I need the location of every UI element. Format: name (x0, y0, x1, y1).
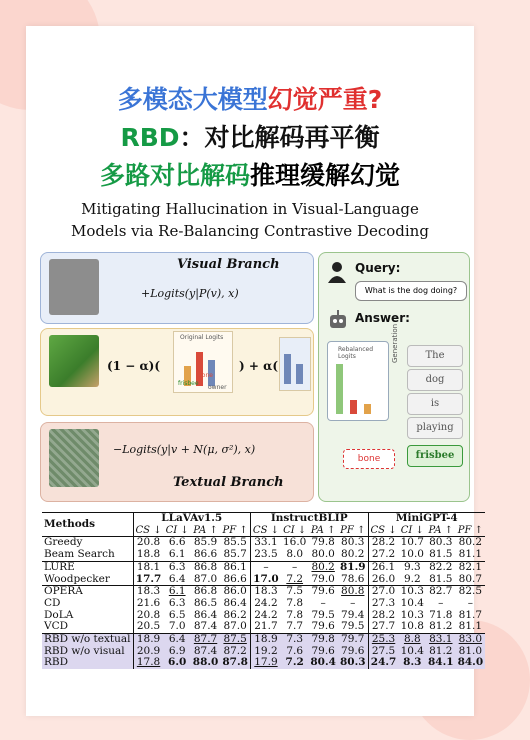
metric-cell: 80.8 (338, 586, 368, 598)
table-row (42, 621, 485, 633)
headline-line-3 (26, 156, 474, 192)
metric-cell: 6.1 (164, 586, 191, 598)
metric-cell: 87.5 (220, 634, 250, 646)
rebalanced-logits-chart (327, 341, 389, 421)
answer-token: playing (407, 417, 463, 439)
dog-image-thumbnail (49, 335, 99, 387)
metric-cell: 10.8 (400, 620, 424, 633)
metric-cell: 6.9 (164, 646, 191, 658)
metric-cell: 18.3 (250, 586, 281, 598)
metric-cell: 79.5 (341, 620, 365, 633)
metric-cell: 7.7 (286, 620, 304, 633)
method-name: CD (44, 596, 61, 609)
metric-cell: 87.4 (191, 646, 221, 658)
metric-cell: 83.1 (426, 634, 456, 646)
metric-cell: 81.7 (458, 608, 483, 621)
masked-image-thumbnail (49, 259, 99, 315)
headline-text: 多路对比解码 (99, 161, 250, 190)
metric-cell: 86.6 (193, 548, 218, 561)
metric-cell: 10.4 (400, 596, 424, 609)
metric-cell: 7.3 (281, 634, 308, 646)
metric-cell: 86.6 (223, 572, 247, 585)
logit-bar (350, 400, 357, 414)
metric-cell: 25.3 (368, 634, 399, 646)
metric-cell: 20.8 (133, 537, 164, 549)
metric-cell: 83.0 (456, 634, 486, 646)
metric-cell: 81.9 (338, 561, 368, 573)
alpha-formula-left: (1 − α)( (107, 359, 161, 373)
metric-cell: 81.5 (429, 572, 453, 585)
metric-cell: 80.7 (458, 572, 483, 585)
original-logits-chart (173, 331, 233, 393)
metric-cell: 24.2 (250, 610, 281, 622)
method-name: RBD w/o textual (42, 634, 133, 646)
table-row (42, 549, 485, 561)
metric-cell: 85.9 (191, 537, 221, 549)
answer-token: is (407, 393, 463, 415)
metric-cell: 82.7 (426, 586, 456, 598)
method-name: RBD w/o visual (42, 646, 133, 658)
metric-cell: 10.7 (400, 536, 424, 549)
metric-cell: – (438, 596, 444, 609)
answer-token-frisbee: frisbee (407, 445, 463, 467)
metric-cell: 86.4 (193, 608, 218, 621)
metric-cell: 80.3 (338, 657, 368, 669)
metric-cell: 80.2 (456, 537, 486, 549)
metric-cell: 9.3 (399, 561, 426, 573)
metric-cell: 17.8 (133, 657, 164, 669)
textual-branch-title: Textual Branch (173, 475, 284, 490)
metric-cell: 17.0 (250, 574, 281, 586)
metric-cell: 7.2 (286, 572, 304, 585)
metric-cell: – (250, 561, 281, 573)
metric-cell: 87.0 (223, 620, 247, 633)
metric-header: PF ↑ (457, 524, 483, 536)
metric-cell: 78.6 (341, 572, 365, 585)
metric-header: CI ↓ (165, 524, 189, 536)
paper-title-line: Mitigating Hallucination in Visual-Language (81, 200, 419, 218)
noisy-image-thumbnail (49, 429, 99, 487)
headline-text: ：对比解码再平衡 (179, 123, 380, 152)
metric-cell: 7.6 (281, 646, 308, 658)
contrastive-logits-chart (279, 337, 311, 391)
metric-cell: 80.3 (426, 537, 456, 549)
table-row (42, 574, 485, 586)
metric-cell: 81.2 (426, 646, 456, 658)
metric-cell: 26.1 (368, 561, 399, 573)
metric-cell: 71.8 (429, 608, 453, 621)
headline-text: 推理缓解幻觉 (250, 161, 401, 190)
metric-cell: 18.8 (133, 549, 164, 561)
answer-label: Answer: (355, 311, 410, 325)
headline-line-2 (26, 118, 474, 154)
metric-cell: – (320, 596, 326, 609)
group-header: MiniGPT-4 (368, 513, 485, 525)
metric-cell: 27.5 (368, 646, 399, 658)
method-name: DoLA (44, 608, 74, 621)
metric-cell: 27.7 (368, 621, 399, 633)
metric-cell: 21.6 (133, 598, 164, 610)
metric-cell: 24.2 (250, 598, 281, 610)
paper-title-line: Models via Re-Balancing Contrastive Decoding (71, 222, 429, 240)
method-name: OPERA (42, 586, 133, 598)
metric-cell: 87.8 (220, 657, 250, 669)
metric-cell: 7.8 (286, 608, 304, 621)
metric-cell: 17.9 (250, 657, 281, 669)
logit-bar (296, 364, 303, 384)
metric-cell: 79.4 (341, 608, 365, 621)
metric-cell: 7.0 (168, 620, 186, 633)
metric-cell: 86.4 (223, 596, 247, 609)
metric-cell: 80.3 (338, 537, 368, 549)
query-label: Query: (355, 261, 401, 275)
metric-header: PF ↑ (340, 524, 366, 536)
metric-cell: 6.6 (164, 537, 191, 549)
metric-cell: 86.1 (220, 561, 250, 573)
metric-cell: 6.4 (164, 634, 191, 646)
textual-branch-panel (40, 422, 314, 502)
metric-cell: 85.7 (223, 548, 247, 561)
method-name: LURE (42, 561, 133, 573)
metric-cell: 87.0 (193, 572, 218, 585)
visual-branch-panel (40, 252, 314, 324)
metric-cell: 82.2 (426, 561, 456, 573)
metric-cell: 7.2 (281, 657, 308, 669)
metric-cell: 81.0 (456, 646, 486, 658)
query-answer-panel (318, 252, 470, 502)
metric-cell: 18.1 (133, 561, 164, 573)
generation-label: Generation (391, 323, 399, 363)
query-text-box: What is the dog doing? (355, 281, 467, 301)
metric-cell: 79.7 (338, 634, 368, 646)
results-table (42, 512, 485, 669)
metric-cell: 10.4 (400, 644, 424, 657)
metric-cell: 81.5 (429, 548, 453, 561)
method-figure (40, 252, 496, 504)
metric-cell: 88.0 (192, 656, 219, 669)
metric-cell: 19.2 (250, 646, 281, 658)
metric-header: CI ↓ (283, 524, 307, 536)
visual-branch-title: Visual Branch (177, 257, 280, 272)
metric-cell: – (281, 561, 308, 573)
metric-header: PA ↑ (310, 524, 336, 536)
metric-cell: 80.2 (308, 561, 338, 573)
robot-icon (327, 309, 349, 331)
metric-cell: 6.5 (168, 608, 186, 621)
method-name: RBD (42, 657, 133, 669)
metric-cell: 79.6 (308, 586, 338, 598)
original-branch-panel (40, 328, 314, 416)
metric-cell: 6.4 (168, 572, 186, 585)
metric-cell: 17.7 (133, 574, 164, 586)
textual-formula: −Logits(y|v + N(μ, σ²), x) (113, 443, 256, 456)
method-name: Greedy (42, 537, 133, 549)
metric-header: PA ↑ (193, 524, 218, 536)
metric-cell: 80.0 (311, 548, 335, 561)
methods-header: Methods (42, 513, 133, 537)
metric-cell: 10.0 (400, 548, 424, 561)
metric-header: PF ↑ (222, 524, 248, 536)
metric-header: CS ↓ (133, 525, 164, 537)
metric-cell: 79.6 (311, 620, 335, 633)
metric-cell: 81.1 (458, 620, 483, 633)
headline-line-1 (26, 80, 474, 116)
metric-cell: 79.5 (311, 608, 335, 621)
metric-cell: 86.5 (193, 596, 218, 609)
metric-header: CS ↓ (368, 525, 399, 537)
headline-text: RBD (120, 123, 180, 152)
metric-cell: 9.2 (403, 572, 421, 585)
metric-cell: 79.8 (308, 537, 338, 549)
table-header-row (42, 513, 485, 525)
metric-cell: 28.2 (368, 610, 399, 622)
metric-cell: 87.7 (191, 634, 221, 646)
metric-cell: 33.1 (250, 537, 281, 549)
metric-cell: 18.9 (250, 634, 281, 646)
logit-bar (336, 364, 343, 414)
metric-cell: 81.1 (458, 548, 483, 561)
metric-cell: 20.9 (133, 646, 164, 658)
table-row (42, 561, 485, 573)
rebalanced-label: Rebalanced Logits (338, 346, 374, 360)
alpha-formula-right: ) + α( (239, 359, 278, 373)
metric-cell: – (467, 596, 473, 609)
metric-cell: 8.8 (399, 634, 426, 646)
metric-cell: 10.3 (400, 585, 424, 598)
metric-cell: 8.3 (399, 657, 426, 669)
metric-cell: 20.8 (133, 610, 164, 622)
answer-token: The (407, 345, 463, 367)
metric-cell: 16.0 (282, 536, 307, 549)
table-row (42, 634, 485, 646)
post-card (26, 26, 484, 716)
metric-cell: 87.4 (193, 620, 218, 633)
metric-cell: – (350, 596, 356, 609)
metric-cell: 80.2 (341, 548, 365, 561)
visual-formula: +Logits(y|P(v), x) (141, 287, 239, 300)
answer-token: dog (407, 369, 463, 391)
original-logits-label: Original Logits (180, 334, 224, 341)
metric-cell: 86.0 (220, 586, 250, 598)
metric-cell: 80.4 (310, 656, 336, 669)
table-row (42, 598, 485, 610)
logit-bar (284, 354, 291, 384)
metric-cell: 20.5 (133, 621, 164, 633)
metric-cell: 21.7 (250, 621, 281, 633)
group-header: InstructBLIP (250, 513, 368, 525)
metric-cell: 26.0 (368, 574, 399, 586)
metric-cell: 7.8 (286, 596, 304, 609)
person-icon (327, 261, 347, 283)
metric-cell: 6.1 (168, 548, 186, 561)
metric-cell: 10.3 (400, 608, 424, 621)
frisbee-word: frisbee (178, 380, 199, 387)
metric-cell: 84.1 (427, 656, 454, 669)
method-name: VCD (44, 620, 69, 633)
metric-cell: 27.3 (368, 598, 399, 610)
method-name: Woodpecker (44, 572, 110, 585)
metric-cell: 86.8 (191, 561, 221, 573)
metric-cell: 18.9 (133, 634, 164, 646)
metric-cell: 27.2 (368, 549, 399, 561)
logit-bar (364, 404, 371, 414)
metric-header: CS ↓ (250, 525, 281, 537)
metric-cell: 6.3 (168, 596, 186, 609)
metric-cell: 87.2 (220, 646, 250, 658)
metric-cell: 85.5 (220, 537, 250, 549)
owner-word: owner (208, 384, 227, 391)
method-name: Beam Search (44, 548, 115, 561)
metric-cell: 79.6 (338, 646, 368, 658)
bone-rejected-token: bone (343, 449, 395, 469)
metric-header: CI ↓ (400, 524, 424, 536)
metric-cell: 81.2 (429, 620, 453, 633)
metric-cell: 6.0 (164, 657, 191, 669)
metric-cell: 82.1 (456, 561, 486, 573)
metric-cell: 82.5 (456, 586, 486, 598)
metric-cell: 23.5 (250, 549, 281, 561)
metric-cell: 8.0 (286, 548, 304, 561)
metric-cell: 24.7 (368, 657, 399, 669)
metric-cell: 84.0 (457, 656, 484, 669)
metric-cell: 79.6 (308, 646, 338, 658)
table-row (42, 657, 485, 669)
headline-text: 幻觉严重? (267, 85, 383, 114)
group-header: LLaVAv1.5 (133, 513, 250, 525)
metric-cell: 86.8 (191, 586, 221, 598)
paper-title (26, 198, 474, 242)
metric-cell: 86.2 (223, 608, 247, 621)
metric-header: PA ↑ (428, 524, 454, 536)
metric-cell: 6.3 (164, 561, 191, 573)
metric-cell: 18.3 (133, 586, 164, 598)
metric-cell: 7.5 (281, 586, 308, 598)
metric-cell: 27.0 (368, 586, 399, 598)
headline-text: 多模态大模型 (117, 85, 268, 114)
metric-cell: 28.2 (368, 537, 399, 549)
metric-cell: 79.0 (311, 572, 335, 585)
metric-cell: 79.8 (308, 634, 338, 646)
bone-word: bone (198, 372, 213, 379)
